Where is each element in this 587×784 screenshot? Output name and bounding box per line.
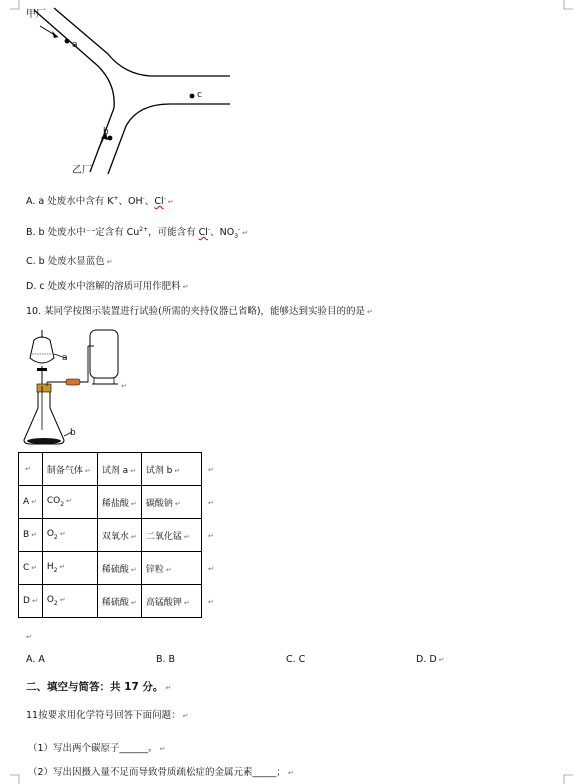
table-cell: $O_2$ ↵ <box>42 519 97 552</box>
table-row <box>19 585 202 618</box>
table-cell: $H_2$ ↵ <box>42 552 97 585</box>
table-row-end-mark: ↵ <box>208 499 214 507</box>
table-cell: 稀盐酸 ↵ <box>97 486 141 519</box>
q9-option-a: A. a 处废水中含有 K+、OH-、Cl- ↵ <box>26 194 174 207</box>
figure-end-mark: ↵ <box>121 382 127 390</box>
q10-answer-a: A. A <box>26 654 45 665</box>
table-row <box>19 552 202 585</box>
table-header-row <box>19 453 202 486</box>
q10-options-table <box>18 452 202 618</box>
apparatus-label-b: b <box>70 428 76 438</box>
table-row-end-mark: ↵ <box>208 598 214 606</box>
q11-sub1: （1）写出两个碳原子______。 ↵ <box>28 743 166 754</box>
table-header-cell: 试剂 a ↵ <box>97 453 141 486</box>
table-cell: 碳酸钠 ↵ <box>141 486 201 519</box>
table-cell: 双氧水 ↵ <box>97 519 141 552</box>
q11-sub2: （2）写出因摄入量不足而导致骨质疏松症的金属元素_____； ↵ <box>28 767 294 778</box>
factory-jia-label: 甲厂 <box>26 9 46 20</box>
table-header-cell: 制备气体 ↵ <box>42 453 97 486</box>
table-cell: 二氧化锰 ↵ <box>141 519 201 552</box>
section-2-title: 二、填空与简答：共 17 分。 ↵ <box>26 681 172 693</box>
corner-mark-top-right <box>563 0 573 10</box>
q9-option-c: C. b 处废水显蓝色 ↵ <box>26 256 113 267</box>
point-a-label: a <box>72 40 78 50</box>
point-c-label: c <box>197 90 202 100</box>
table-header-cell: 试剂 b ↵ <box>141 453 201 486</box>
table-row <box>19 486 202 519</box>
q9-option-d: D. c 处废水中溶解的溶质可用作肥料 ↵ <box>26 281 189 292</box>
table-header-cell: ↵ <box>19 453 43 486</box>
q10-answer-c: C. C <box>286 654 306 665</box>
corner-mark-bottom-left <box>10 774 20 784</box>
q10-stem: 10. 某同学按图示装置进行试验(所需的夹持仪器已省略)，能够达到实验目的的是 ↵ <box>26 306 373 317</box>
wastewater-channel-diagram <box>20 4 240 180</box>
corner-mark-bottom-right <box>563 774 573 784</box>
table-cell: D ↵ <box>19 585 43 618</box>
table-cell: 锌粒 ↵ <box>141 552 201 585</box>
table-row-end-mark: ↵ <box>208 565 214 573</box>
table-cell: 高锰酸钾 ↵ <box>141 585 201 618</box>
blank-line-mark: ↵ <box>26 633 32 641</box>
point-b-label: b <box>103 127 109 137</box>
table-cell: 稀硫酸 ↵ <box>97 585 141 618</box>
table-row-end-mark: ↵ <box>208 466 214 474</box>
apparatus-label-a: a <box>62 353 68 363</box>
q9-option-b: B. b 处废水中一定含有 $Cu^{2+}$，可能含有 Cl-、$NO_3^-$ ↵ <box>26 225 249 240</box>
corner-mark-top-left <box>10 0 20 10</box>
q11-stem: 11按要求用化学符号回答下面问题： ↵ <box>26 710 189 721</box>
table-cell: $O_2$ ↵ <box>42 585 97 618</box>
table-cell: B ↵ <box>19 519 43 552</box>
table-cell: 稀硫酸 ↵ <box>97 552 141 585</box>
table-row <box>19 519 202 552</box>
q10-answer-b: B. B <box>156 654 176 665</box>
q10-answer-d: D. D ↵ <box>416 654 445 665</box>
table-cell: A ↵ <box>19 486 43 519</box>
table-cell: $CO_2$ ↵ <box>42 486 97 519</box>
table-row-end-mark: ↵ <box>208 532 214 540</box>
table-cell: C ↵ <box>19 552 43 585</box>
factory-yi-label: 乙厂 <box>72 165 92 176</box>
